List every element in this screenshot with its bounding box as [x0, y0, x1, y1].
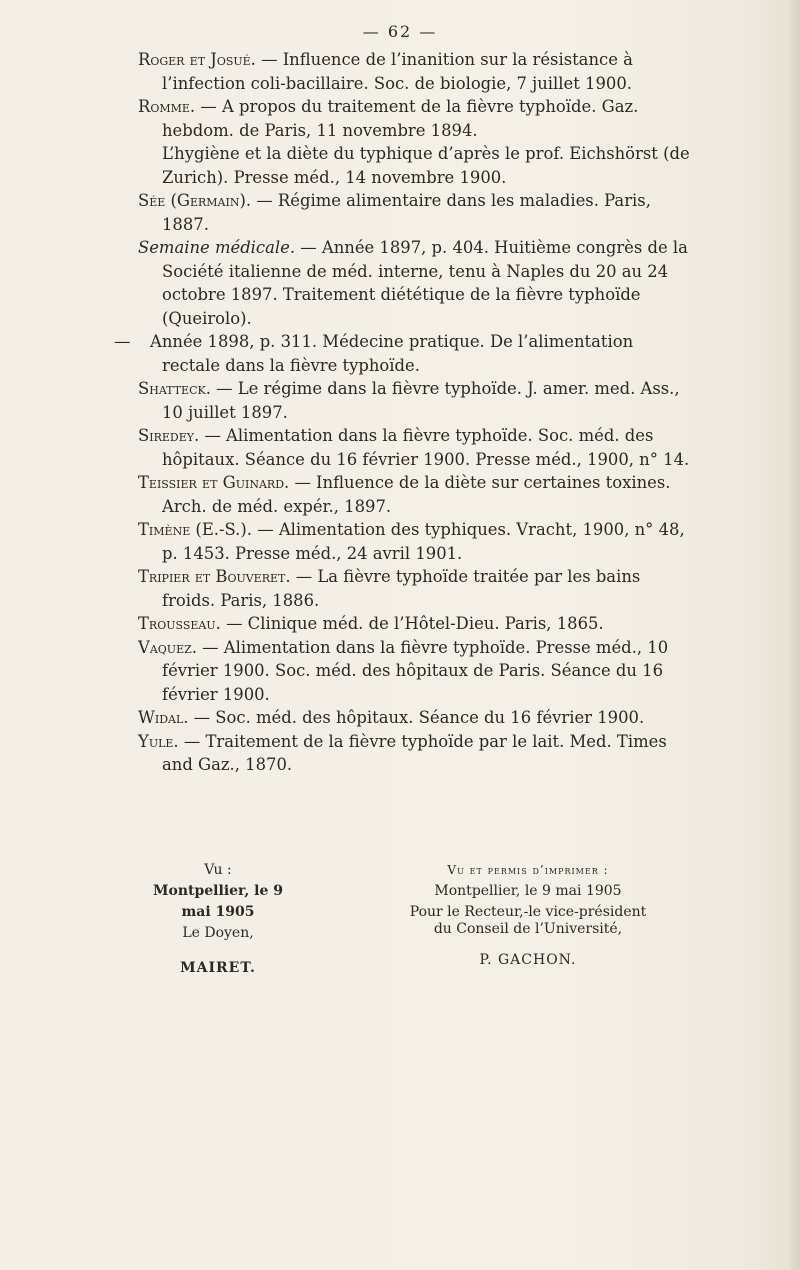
- entry-author: Sée (Germain).: [138, 191, 252, 210]
- signatory-name: MAIRET.: [180, 960, 256, 976]
- entry-author: Shatteck.: [138, 379, 211, 398]
- entry-text: — Influence de la diète sur certaines toxines. Arch. de méd. expér., 1897.: [162, 473, 671, 516]
- entry-text: — La fièvre typhoïde traitée par les bains froids. Paris, 1886.: [162, 567, 641, 610]
- entry-author: Widal.: [138, 708, 189, 727]
- bibliography-entry: [138, 730, 694, 777]
- entry-text: — Année 1897, p. 404. Huitième congrès de la Société italienne de méd. interne, tenu à Naples du 20 au 24 octobre 1897. Traitement diététique de la fièvre typhoïde (Queirolo).: [162, 238, 688, 328]
- role: Le Doyen,: [182, 925, 254, 941]
- role-line: du Conseil de l’Université,: [433, 921, 623, 937]
- approval-signatures: [138, 860, 694, 1000]
- bibliography-entry: [138, 377, 694, 424]
- entry-text: L’hygiène et la diète du typhique d’après le prof. Eichshörst (de Zurich). Presse méd., 14 novembre 1900.: [162, 144, 690, 187]
- signatory-name: P. GACHON.: [479, 952, 577, 968]
- entry-author: Romme.: [138, 97, 196, 116]
- entry-author: Roger et Josué.: [138, 50, 256, 69]
- bibliography-entry: [138, 236, 694, 330]
- place-date: Montpellier, le 9 mai 1905: [434, 883, 622, 899]
- entry-author: Timène (E.-S.).: [138, 520, 253, 539]
- entry-text: — Régime alimentaire dans les maladies. Paris, 1887.: [162, 191, 651, 234]
- bibliography-entry: [138, 424, 694, 471]
- bibliography-entry: [114, 330, 694, 377]
- bibliography-entry: [138, 706, 694, 730]
- entry-text: — Traitement de la fièvre typhoïde par le lait. Med. Times and Gaz., 1870.: [162, 731, 667, 774]
- ditto-dash: —: [114, 332, 131, 351]
- bibliography-entry: [138, 471, 694, 518]
- bibliography-entry: [138, 636, 694, 707]
- entry-text: — Influence de l’inanition sur la résistance à l’infection coli-bacillaire. Soc. de biologie, 7 juillet 1900.: [162, 50, 633, 93]
- entry-text: — Le régime dans la fièvre typhoïde. J. amer. med. Ass., 10 juillet 1897.: [162, 379, 680, 422]
- entry-author: Tripier et Bouveret.: [138, 567, 291, 586]
- entry-author: Yule.: [138, 731, 179, 751]
- entry-text: — A propos du traitement de la fièvre typhoïde. Gaz. hebdom. de Paris, 11 novembre 1894.: [162, 97, 639, 140]
- entry-text: Année 1898, p. 311. Médecine pratique. De l’alimentation rectale dans la fièvre typhoïde.: [150, 332, 634, 375]
- entry-text: — Clinique méd. de l’Hôtel-Dieu. Paris, 1865.: [226, 614, 604, 633]
- page-number: — 62 —: [362, 22, 438, 41]
- entry-text: — Alimentation dans la fièvre typhoïde. Presse méd., 10 février 1900. Soc. méd. des hôpitaux de Paris. Séance du 16 février 1900.: [162, 637, 669, 704]
- entry-author: Teissier et Guinard.: [138, 473, 290, 492]
- bibliography-entry: [138, 612, 694, 636]
- vu-label: Vu :: [204, 862, 232, 878]
- rector-approval: [362, 860, 694, 971]
- role-line: Pour le Recteur,-le vice-président: [409, 904, 647, 920]
- entry-text: — Soc. méd. des hôpitaux. Séance du 16 février 1900.: [193, 708, 645, 727]
- entry-text: — Alimentation dans la fièvre typhoïde. Soc. méd. des hôpitaux. Séance du 16 février 1900. Presse méd., 1900, n° 14.: [162, 426, 690, 469]
- vu-permis-label: Vu et permis d’imprimer :: [447, 863, 609, 877]
- bibliography-entry: [138, 518, 694, 565]
- entry-journal: Semaine médicale.: [138, 238, 296, 257]
- bibliography-entry: [138, 189, 694, 236]
- bibliography-entry: [138, 142, 694, 189]
- entry-author: Siredey.: [138, 426, 200, 445]
- entry-author: Vaquez.: [138, 637, 197, 657]
- bibliography-entry: [138, 95, 694, 142]
- entry-author: Trousseau.: [138, 614, 221, 633]
- dean-approval: [138, 860, 298, 979]
- bibliography-entry: [138, 565, 694, 612]
- bibliography-entry: [138, 48, 694, 95]
- place-date: Montpellier, le 9 mai 1905: [153, 883, 283, 920]
- entry-text: — Alimentation des typhiques. Vracht, 1900, n° 48, p. 1453. Presse méd., 24 avril 1901.: [162, 520, 685, 563]
- page-edge: [786, 0, 800, 1270]
- bibliography: [114, 48, 694, 777]
